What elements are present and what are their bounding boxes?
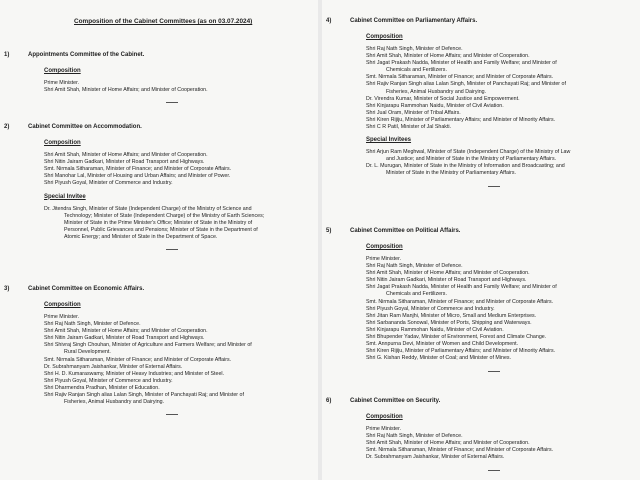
member-line: Smt. Nirmala Sitharaman, Minister of Finance; and Minister of Corporate Affairs. <box>366 74 554 81</box>
member-list <box>366 256 636 362</box>
member-list <box>366 426 636 461</box>
composition-label: Composition <box>44 302 81 308</box>
member-line: Shri Raj Nath Singh, Minister of Defence. <box>44 321 141 328</box>
member-line: Shri Piyush Goyal, Minister of Commerce and Industry. <box>44 377 173 384</box>
invitee-line: Technology; Minister of State (Independent Charge) of the Ministry of Earth Sciences; <box>64 212 265 219</box>
member-list <box>44 314 314 406</box>
member-line: Chemicals and Fertilizers. <box>386 291 447 298</box>
member-line: Rural Development. <box>64 349 111 356</box>
member-list <box>366 46 636 131</box>
section-number: 6) <box>326 398 332 404</box>
composition-label: Composition <box>366 244 403 250</box>
section-divider <box>488 186 500 187</box>
member-line: Smt. Nirmala Sitharaman, Minister of Finance; and Minister of Corporate Affairs. <box>366 298 554 305</box>
member-line: Dr. Subrahmanyam Jaishankar, Minister of External Affairs. <box>44 363 183 370</box>
document-page-right <box>322 0 640 480</box>
section-number: 4) <box>326 18 332 24</box>
invitee-line: Minister of State in the Ministry of Parliamentary Affairs. <box>386 170 517 177</box>
member-line: Shri Piyush Goyal, Minister of Commerce and Industry. <box>44 180 173 187</box>
member-line: Shri Kinjarapu Rammohan Naidu, Minister of Civil Aviation. <box>366 326 504 333</box>
composition-label: Composition <box>44 140 81 146</box>
member-line: Fisheries, Animal Husbandry and Dairying. <box>386 88 487 95</box>
document-page-left <box>0 0 318 480</box>
member-line: Shri Kiren Rijiju, Minister of Parliamentary Affairs; and Minister of Minority Affairs. <box>366 348 556 355</box>
member-line: Shri Nitin Jairam Gadkari, Minister of Road Transport and Highways. <box>366 277 527 284</box>
member-line: Shri Raj Nath Singh, Minister of Defence. <box>366 46 463 52</box>
section-number: 5) <box>326 228 332 234</box>
section-heading: Cabinet Committee on Security. <box>350 398 441 404</box>
member-line: Fisheries, Animal Husbandry and Dairying. <box>64 399 165 406</box>
section-number: 1) <box>4 52 10 58</box>
document-title: Composition of the Cabinet Committees (as on 03.07.2024) <box>74 18 253 25</box>
member-line: Shri Nitin Jairam Gadkari, Minister of Road Transport and Highways. <box>44 159 205 166</box>
member-line: Shri Amit Shah, Minister of Home Affairs; and Minister of Cooperation. <box>44 87 208 94</box>
member-list <box>44 80 314 94</box>
member-line: Smt. Nirmala Sitharaman, Minister of Finance; and Minister of Corporate Affairs. <box>44 166 232 173</box>
invitee-line: Dr. Jitendra Singh, Minister of State (Independent Charge) of the Ministry of Science and <box>44 205 252 212</box>
member-line: Shri Rajiv Ranjan Singh alias Lalan Singh, Minister of Panchayati Raj; and Minister of <box>44 392 244 399</box>
member-line: Shri Manohar Lal, Minister of Housing and Urban Affairs; and Minister of Power. <box>44 173 231 180</box>
section-heading: Cabinet Committee on Political Affairs. <box>350 228 461 234</box>
member-line: Prime Minister. <box>44 80 80 86</box>
member-line: Shri Jagat Prakash Nadda, Minister of Health and Family Welfare; and Minister of <box>366 60 557 67</box>
member-line: Dr. Virendra Kumar, Minister of Social Justice and Empowerment. <box>366 95 520 102</box>
member-line: Shri Shivraj Singh Chouhan, Minister of Agriculture and Farmers Welfare; and Minister of <box>44 342 252 349</box>
section-heading: Cabinet Committee on Parliamentary Affairs. <box>350 18 478 24</box>
invitee-line: Dr. L. Murugan, Minister of State in the Ministry of Information and Broadcasting; and <box>366 163 565 170</box>
member-line: Shri Jitan Ram Manjhi, Minister of Micro, Small and Medium Enterprises. <box>366 312 537 319</box>
member-line: Dr. Subrahmanyam Jaishankar, Minister of External Affairs. <box>366 454 505 461</box>
member-line: Smt. Nirmala Sitharaman, Minister of Finance; and Minister of Corporate Affairs. <box>44 356 232 363</box>
invitee-list <box>44 206 314 241</box>
section-divider <box>488 470 500 471</box>
invitee-list <box>366 149 636 177</box>
section-heading: Appointments Committee of the Cabinet. <box>28 52 145 58</box>
member-line: Shri Amit Shah, Minister of Home Affairs; and Minister of Cooperation. <box>44 152 208 158</box>
member-line: Shri Raj Nath Singh, Minister of Defence. <box>366 263 463 270</box>
member-line: Shri Kinjarapu Rammohan Naidu, Minister of Civil Aviation. <box>366 102 504 109</box>
composition-label: Composition <box>366 34 403 40</box>
section-divider <box>488 371 500 372</box>
member-line: Shri C R Patil, Minister of Jal Shakti. <box>366 124 452 131</box>
section-number: 3) <box>4 286 10 292</box>
member-line: Shri Rajiv Ranjan Singh alias Lalan Singh, Minister of Panchayati Raj; and Minister of <box>366 81 566 88</box>
member-line: Shri H. D. Kumaraswamy, Minister of Heavy Industries; and Minister of Steel. <box>44 370 225 377</box>
section-heading: Cabinet Committee on Economic Affairs. <box>28 286 145 292</box>
member-line: Shri Jagat Prakash Nadda, Minister of Health and Family Welfare; and Minister of <box>366 284 557 291</box>
member-line: Shri Piyush Goyal, Minister of Commerce and Industry. <box>366 305 495 312</box>
composition-label: Composition <box>366 414 403 420</box>
member-line: Smt. Nirmala Sitharaman, Minister of Finance; and Minister of Corporate Affairs. <box>366 447 554 454</box>
member-line: Smt. Annpurna Devi, Minister of Women and Child Development. <box>366 341 519 348</box>
special-invitee-label: Special Invitee <box>44 193 86 200</box>
section-number: 2) <box>4 124 10 130</box>
member-line: Shri Bhupender Yadav, Minister of Environment, Forest and Climate Change. <box>366 334 547 341</box>
section-divider <box>166 414 178 415</box>
member-line: Shri Jual Oram, Minister of Tribal Affairs. <box>366 109 461 116</box>
member-line: Shri Amit Shah, Minister of Home Affairs; and Minister of Cooperation. <box>366 53 530 60</box>
invitee-line: Atomic Energy; and Minister of State in the Department of Space. <box>64 233 218 240</box>
member-line: Shri Amit Shah, Minister of Home Affairs; and Minister of Cooperation. <box>44 328 208 335</box>
member-line: Shri Amit Shah, Minister of Home Affairs; and Minister of Cooperation. <box>366 440 530 447</box>
member-line: Shri Raj Nath Singh, Minister of Defence. <box>366 433 463 440</box>
special-invitee-label: Special Invitees <box>366 137 412 144</box>
member-line: Shri G. Kishan Reddy, Minister of Coal; and Minister of Mines. <box>366 355 512 362</box>
member-list <box>44 152 314 187</box>
member-line: Shri Sarbananda Sonowal, Minister of Ports, Shipping and Waterways. <box>366 319 532 326</box>
invitee-line: Shri Arjun Ram Meghwal, Minister of State (Independent Charge) of the Ministry of Law <box>366 149 571 156</box>
invitee-line: Minister of State in the Prime Minister's Office; Minister of State in the Ministry of <box>64 219 253 226</box>
composition-label: Composition <box>44 68 81 74</box>
member-line: Shri Kiren Rijiju, Minister of Parliamentary Affairs; and Minister of Minority Affairs. <box>366 116 556 123</box>
member-line: Chemicals and Fertilizers. <box>386 67 447 74</box>
invitee-line: and Justice; and Minister of State in the Ministry of Parliamentary Affairs. <box>386 156 557 163</box>
member-line: Shri Nitin Jairam Gadkari, Minister of Road Transport and Highways. <box>44 335 205 342</box>
section-heading: Cabinet Committee on Accommodation. <box>28 124 142 130</box>
member-line: Prime Minister. <box>366 426 402 432</box>
member-line: Prime Minister. <box>44 314 80 320</box>
section-divider <box>166 102 178 103</box>
invitee-line: Personnel, Public Grievances and Pensions; Minister of State in the Department of <box>64 226 258 233</box>
member-line: Shri Dharmendra Pradhan, Minister of Education. <box>44 384 160 391</box>
section-divider <box>166 249 178 250</box>
member-line: Prime Minister. <box>366 256 402 262</box>
member-line: Shri Amit Shah, Minister of Home Affairs; and Minister of Cooperation. <box>366 270 530 277</box>
